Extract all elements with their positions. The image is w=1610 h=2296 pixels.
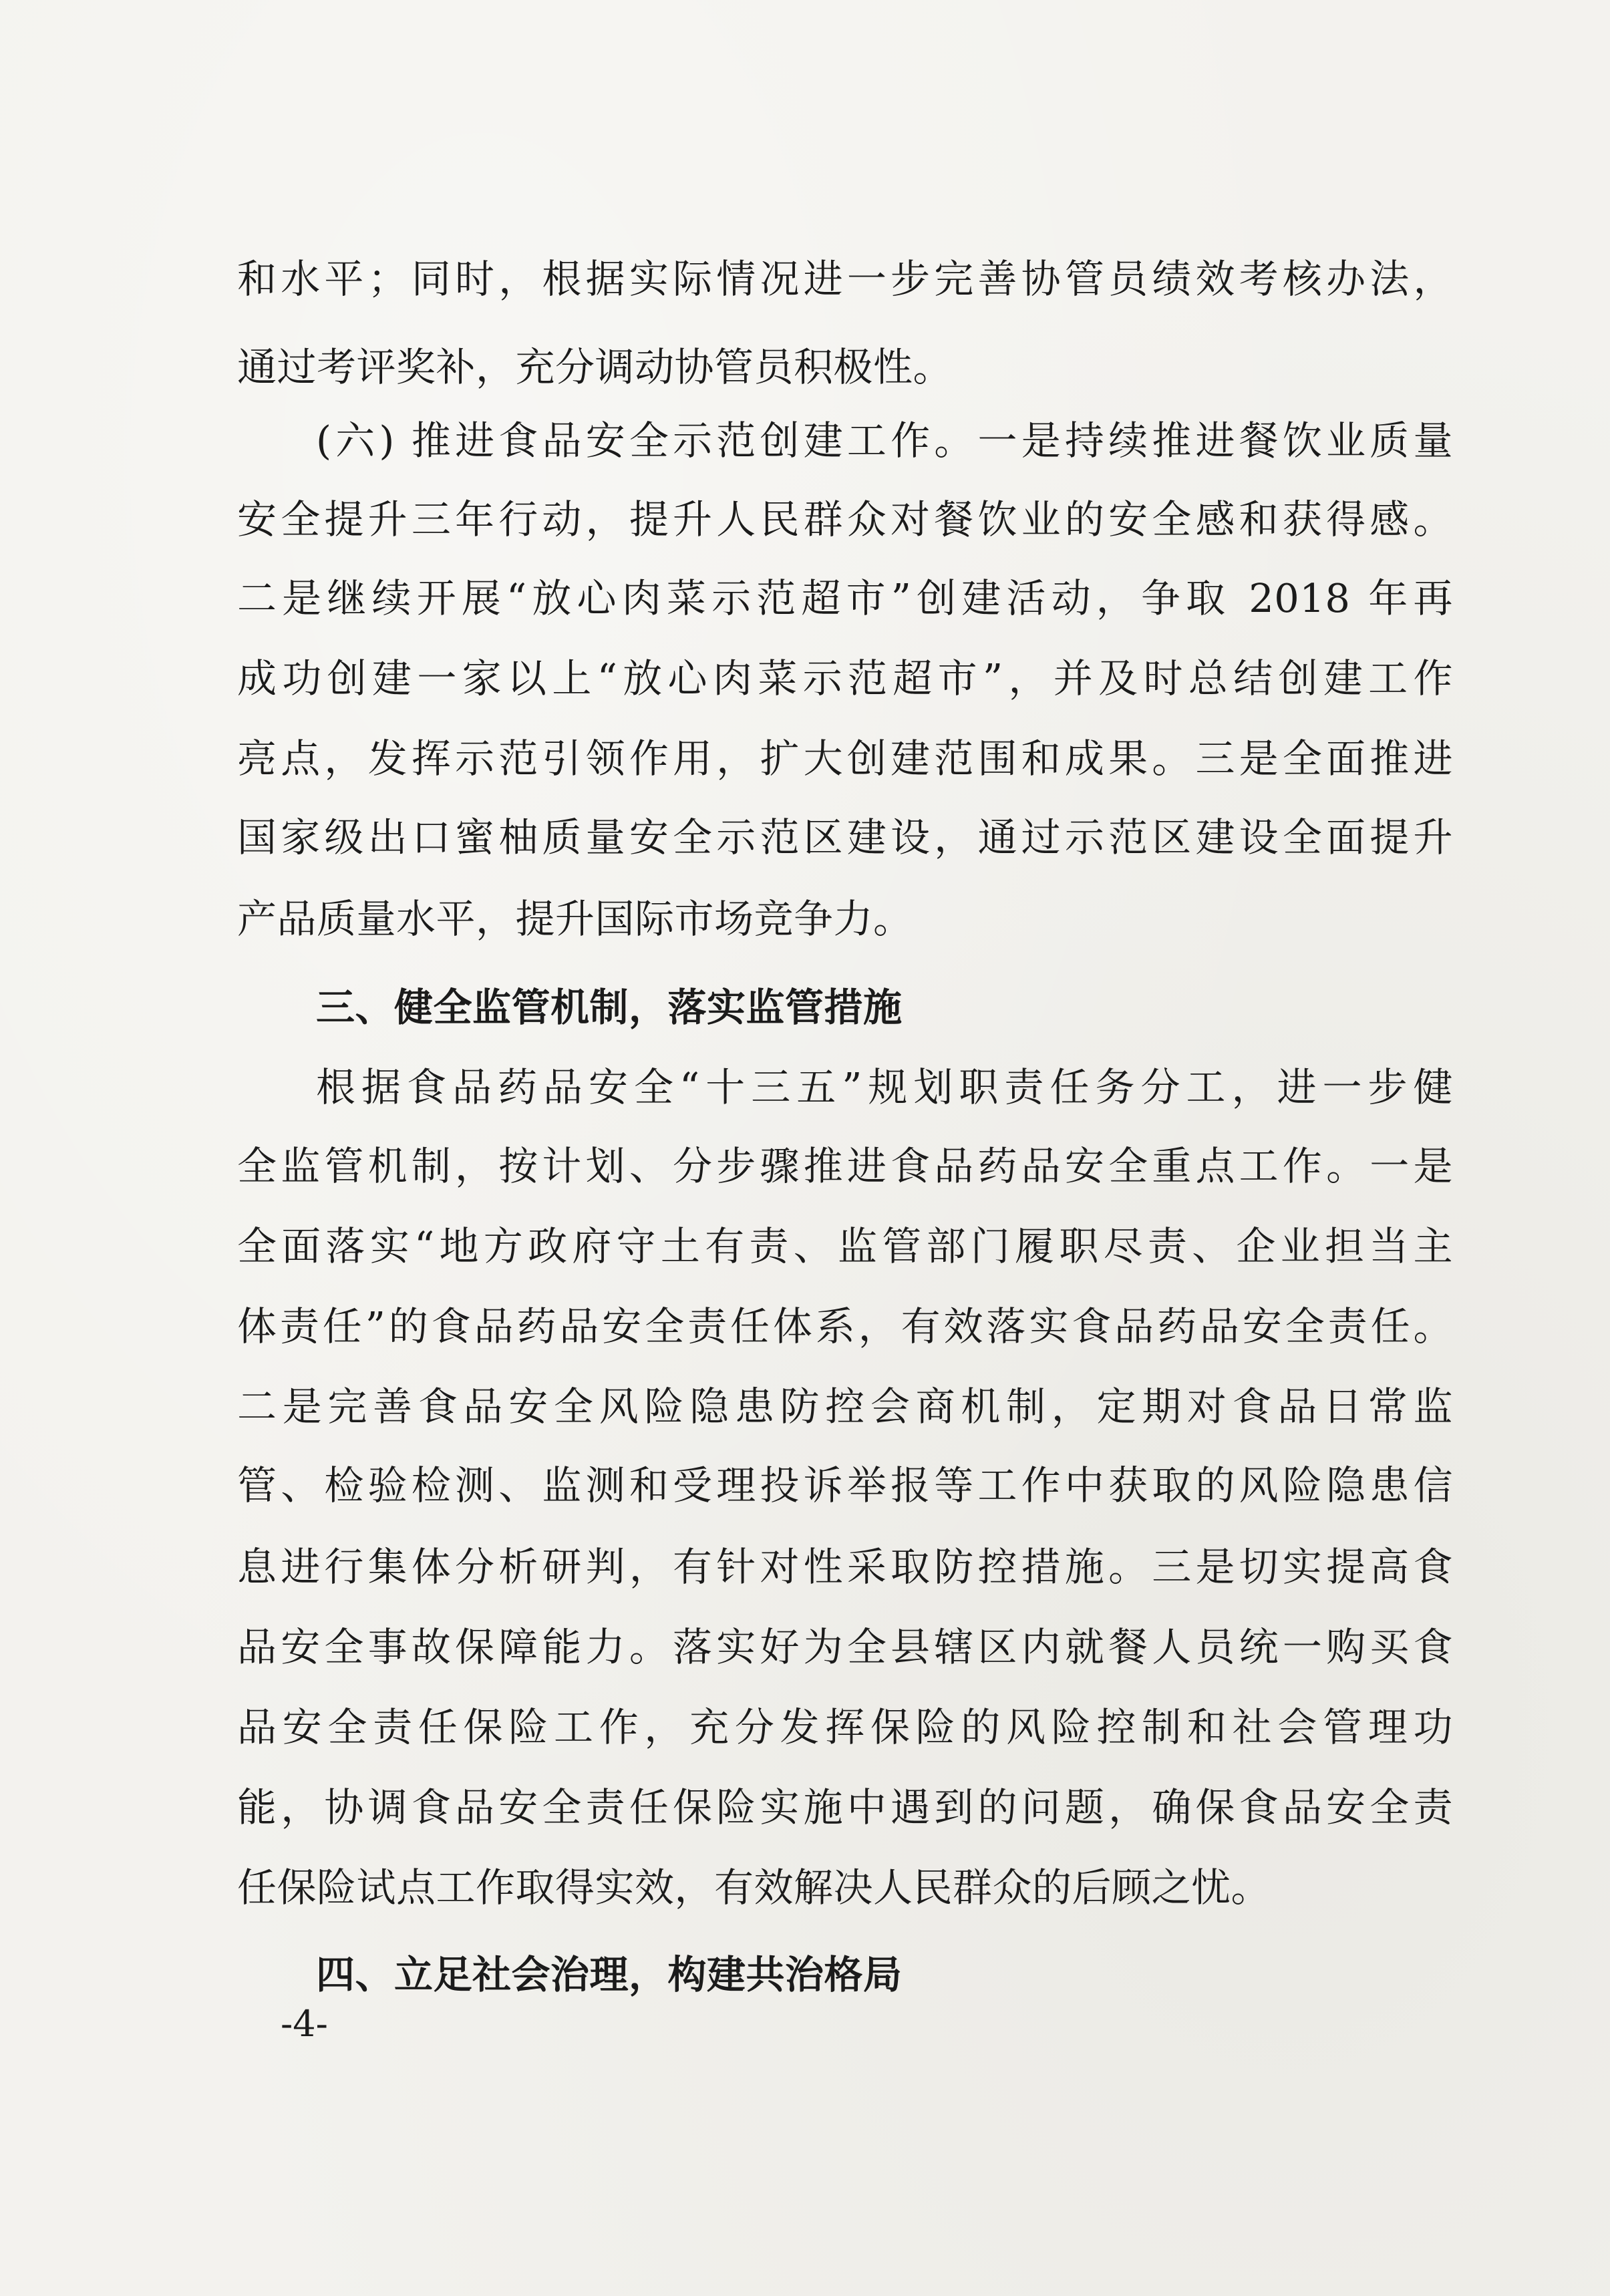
section-3-line-8: 品安全事故保障能力。落实好为全县辖区内就餐人员统一购买食 xyxy=(237,1624,1453,1670)
section-3-line-5: 二是完善食品安全风险隐患防控会商机制，定期对食品日常监 xyxy=(237,1383,1453,1430)
section-3-line-10: 能，协调食品安全责任保险实施中遇到的问题，确保食品安全责 xyxy=(237,1784,1453,1830)
section-3-line-2: 全监管机制，按计划、分步骤推进食品药品安全重点工作。一是 xyxy=(237,1143,1453,1189)
section-6-line-2: 安全提升三年行动，提升人民群众对餐饮业的安全感和获得感。 xyxy=(237,496,1453,542)
section-3-line-4: 体责任”的食品药品安全责任体系，有效落实食品药品安全责任。 xyxy=(237,1303,1453,1349)
section-6-line-6: 国家级出口蜜柚质量安全示范区建设，通过示范区建设全面提升 xyxy=(237,814,1453,860)
section-3-line-7: 息进行集体分析研判，有针对性采取防控措施。三是切实提高食 xyxy=(237,1544,1453,1590)
page-number: -4- xyxy=(281,2003,328,2045)
section-3-line-1: 根据食品药品安全“十三五”规划职责任务分工，进一步健 xyxy=(316,1064,1453,1110)
section-3-line-9: 品安全责任保险工作，充分发挥保险的风险控制和社会管理功 xyxy=(237,1704,1453,1750)
section-6-line-5: 亮点，发挥示范引领作用，扩大创建范围和成果。三是全面推进 xyxy=(237,735,1453,782)
section-6-line-4: 成功创建一家以上“放心肉菜示范超市”，并及时总结创建工作 xyxy=(237,655,1453,701)
heading-section-4: 四、立足社会治理，构建共治格局 xyxy=(316,1952,903,1997)
section-6-line-1: (六) 推进食品安全示范创建工作。一是持续推进餐饮业质量 xyxy=(316,418,1453,464)
section-6-line-7: 产品质量水平，提升国际市场竞争力。 xyxy=(237,896,913,942)
body-line-2: 通过考评奖补，充分调动协管员积极性。 xyxy=(237,344,953,390)
section-3-line-3: 全面落实“地方政府守土有责、监管部门履职尽责、企业担当主 xyxy=(237,1223,1453,1269)
heading-section-3: 三、健全监管机制，落实监管措施 xyxy=(316,985,903,1030)
body-line-1: 和水平；同时，根据实际情况进一步完善协管员绩效考核办法， xyxy=(237,256,1453,302)
section-3-line-6: 管、检验检测、监测和受理投诉举报等工作中获取的风险隐患信 xyxy=(237,1462,1453,1508)
section-3-line-11: 任保险试点工作取得实效，有效解决人民群众的后顾之忧。 xyxy=(237,1864,1271,1911)
section-6-line-3: 二是继续开展“放心肉菜示范超市”创建活动，争取 2018 年再 xyxy=(237,575,1453,621)
